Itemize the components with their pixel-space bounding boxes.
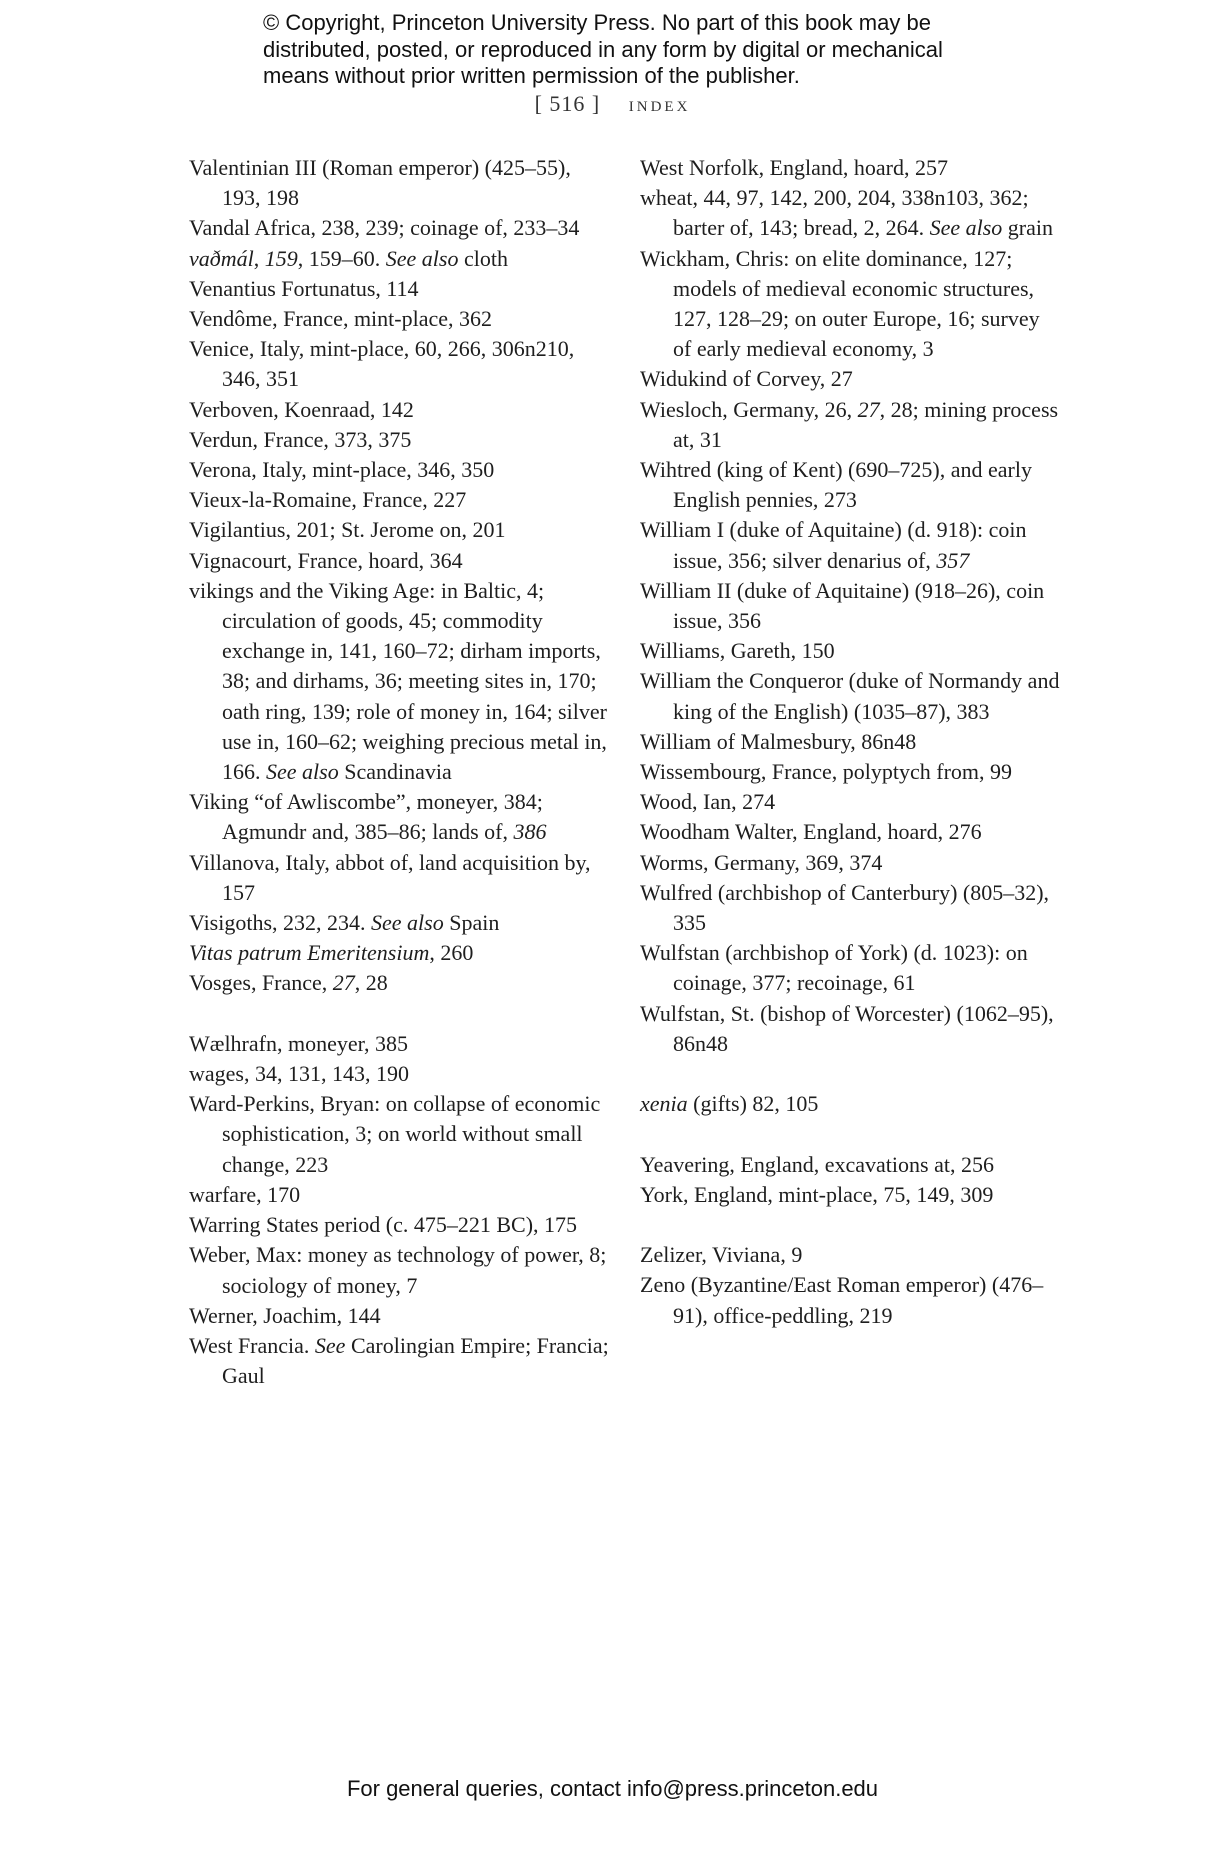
index-entry: Woodham Walter, England, hoard, 276 — [640, 819, 982, 845]
index-entry: West Francia. See Carolingian Empire; Francia; Gaul — [189, 1332, 609, 1389]
index-entry: Wihtred (king of Kent) (690–725), and early English pennies, 273 — [640, 457, 1032, 513]
letter-group-gap — [640, 1059, 1060, 1089]
index-entry: warfare, 170 — [189, 1181, 301, 1207]
index-entry: Wælhrafn, moneyer, 385 — [189, 1030, 409, 1056]
copyright-line: means without prior written permission of the publisher. — [263, 63, 800, 88]
running-head — [0, 91, 1225, 117]
letter-group-gap — [640, 1119, 1060, 1149]
index-entry: Werner, Joachim, 144 — [189, 1302, 381, 1328]
page-number: [ 516 ] — [534, 91, 601, 116]
index-entry: William the Conqueror (duke of Normandy and king of the English) (1035–87), 383 — [640, 668, 1060, 724]
footer-contact: For general queries, contact info@press.princeton.edu — [346, 1776, 879, 1801]
index-entry: West Norfolk, England, hoard, 257 — [640, 155, 948, 180]
index-entry: Vosges, France, 27, 28 — [189, 970, 388, 996]
index-entry: Villanova, Italy, abbot of, land acquisition by, 157 — [189, 849, 591, 905]
index-entry: Wulfstan, St. (bishop of Worcester) (1062–95), 86n48 — [640, 1000, 1054, 1056]
letter-group-gap — [189, 999, 609, 1029]
index-entry: wages, 34, 131, 143, 190 — [189, 1061, 409, 1087]
index-entry: Wood, Ian, 274 — [640, 789, 776, 815]
copyright-notice — [263, 10, 1023, 90]
index-entry: Valentinian III (Roman emperor) (425–55), 193, 198 — [189, 155, 571, 211]
index-entry: Wickham, Chris: on elite dominance, 127; models of medieval economic structures, 127, 128–29; on outer Europe, 16; survey of early medieval economy, 3 — [640, 245, 1040, 362]
index-entry: Vendôme, France, mint-place, 362 — [189, 306, 493, 332]
index-entry: xenia (gifts) 82, 105 — [640, 1091, 819, 1117]
index-entry: Vitas patrum Emeritensium, 260 — [189, 940, 474, 966]
index-entry: Venice, Italy, mint-place, 60, 266, 306n210, 346, 351 — [189, 336, 575, 392]
index-entry: William of Malmesbury, 86n48 — [640, 728, 917, 754]
copyright-line: distributed, posted, or reproduced in any form by digital or mechanical — [263, 36, 943, 62]
index-entry: wheat, 44, 97, 142, 200, 204, 338n103, 362; barter of, 143; bread, 2, 264. See also grain — [640, 185, 1053, 241]
index-entry: Wissembourg, France, polyptych from, 99 — [640, 759, 1013, 785]
index-entry: Weber, Max: money as technology of power, 8; sociology of money, 7 — [189, 1242, 607, 1298]
index-entry: Verona, Italy, mint-place, 346, 350 — [189, 457, 495, 483]
index-entry: Vigilantius, 201; St. Jerome on, 201 — [189, 517, 506, 543]
index-entry: Williams, Gareth, 150 — [640, 638, 835, 664]
index-entry: Warring States period (c. 475–221 BC), 175 — [189, 1212, 578, 1238]
index-entry: Wulfred (archbishop of Canterbury) (805–32), 335 — [640, 879, 1050, 936]
index-entry: Wiesloch, Germany, 26, 27, 28; mining process at, 31 — [640, 396, 1059, 452]
index-entry: William I (duke of Aquitaine) (d. 918): coin issue, 356; silver denarius of, 357 — [640, 517, 1027, 573]
copyright-line: © Copyright, Princeton University Press. No part of this book may be — [263, 10, 931, 35]
index-entry: Vandal Africa, 238, 239; coinage of, 233–34 — [189, 215, 580, 241]
index-entry: Viking “of Awliscombe”, moneyer, 384; Agmundr and, 385–86; lands of, 386 — [189, 789, 547, 845]
letter-group-gap — [640, 1210, 1060, 1240]
index-entry: Widukind of Corvey, 27 — [640, 366, 853, 392]
index-entry: vaðmál, 159, 159–60. See also cloth — [189, 245, 508, 271]
index-entry: vikings and the Viking Age: in Baltic, 4; circulation of goods, 45; commodity exchange in, 141, 160–72; dirham imports, 38; and dirhams, 36; meeting sites in, 170; oath ring, 139; role of money in, 164; silver use in, 160–62; weighing precious metal in, 166. See also Scandinavia — [189, 577, 607, 785]
index-entry: Zelizer, Viviana, 9 — [640, 1242, 803, 1268]
index-entry: Visigoths, 232, 234. See also Spain — [189, 910, 500, 936]
index-entry: Worms, Germany, 369, 374 — [640, 849, 883, 875]
index-entry: York, England, mint-place, 75, 149, 309 — [640, 1181, 994, 1207]
index-entry: Verboven, Koenraad, 142 — [189, 396, 414, 422]
index-entry: Zeno (Byzantine/East Roman emperor) (476–91), office-peddling, 219 — [640, 1272, 1044, 1328]
index-column-left — [189, 153, 609, 1391]
index-entry: Yeavering, England, excavations at, 256 — [640, 1151, 994, 1177]
index-entry: Vignacourt, France, hoard, 364 — [189, 547, 463, 573]
index-entry: Verdun, France, 373, 375 — [189, 426, 412, 452]
index-entry: William II (duke of Aquitaine) (918–26), coin issue, 356 — [640, 577, 1045, 634]
index-entry: Vieux-la-Romaine, France, 227 — [189, 487, 467, 513]
index-entry: Wulfstan (archbishop of York) (d. 1023): on coinage, 377; recoinage, 61 — [640, 940, 1028, 996]
index-entry: Ward-Perkins, Bryan: on collapse of economic sophistication, 3; on world without small change, 223 — [189, 1091, 601, 1177]
section-title: index — [628, 91, 691, 116]
index-column-right — [640, 153, 1060, 1331]
index-entry: Venantius Fortunatus, 114 — [189, 275, 419, 301]
